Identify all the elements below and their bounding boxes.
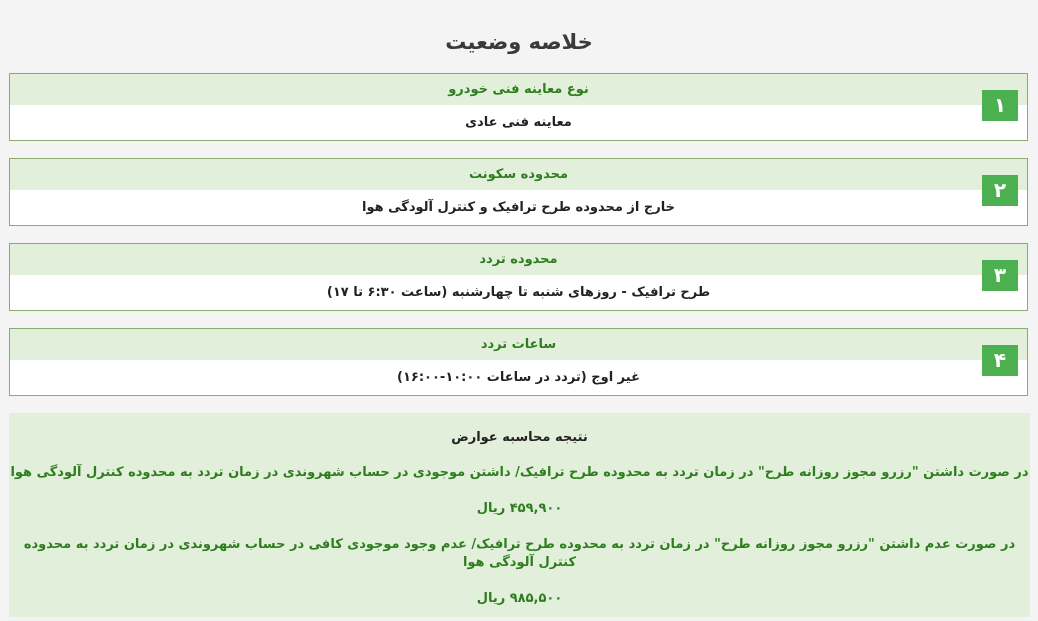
card-value: خارج از محدوده طرح ترافیک و کنترل آلودگی هوا <box>362 200 675 215</box>
amount-with-reservation: ۴۵۹,۹۰۰ ریال <box>476 501 563 516</box>
amount-without-reservation: ۹۸۵,۵۰۰ ریال <box>476 591 563 606</box>
card-label: نوع معاینه فنی خودرو <box>10 74 1027 105</box>
result-title: نتیجه محاسبه عوارض <box>451 430 588 445</box>
card-traffic-hours <box>9 328 1028 396</box>
case-with-reservation: در صورت داشتن "رزرو مجوز روزانه طرح" در زمان تردد به محدوده طرح ترافیک/ داشتن موجودی در حساب شهروندی در زمان تردد به محدوده کنترل آلودگی هوا <box>10 465 1029 480</box>
fee-result-panel <box>9 413 1030 617</box>
card-label: ساعات تردد <box>10 329 1027 360</box>
case-without-reservation: در صورت عدم داشتن "رزرو مجوز روزانه طرح" در زمان تردد به محدوده طرح ترافیک/ عدم وجود موجودی کافی در حساب شهروندی در زمان تردد به محدوده کنترل آلودگی هوا <box>23 537 1016 570</box>
card-inspection-type <box>9 73 1028 141</box>
card-label: محدوده تردد <box>10 244 1027 275</box>
page-title: خلاصه وضعیت <box>445 30 593 54</box>
step-number-badge: ۳ <box>982 260 1018 291</box>
card-value: معاینه فنی عادی <box>465 115 572 130</box>
card-value: غیر اوج (تردد در ساعات ۱۰:۰۰-۱۶:۰۰) <box>397 370 640 385</box>
step-number-badge: ۱ <box>982 90 1018 121</box>
card-traffic-zone <box>9 243 1028 311</box>
card-value: طرح ترافیک - روزهای شنبه تا چهارشنبه (ساعت ۶:۳۰ تا ۱۷) <box>326 285 711 300</box>
step-number-badge: ۴ <box>982 345 1018 376</box>
step-number-badge: ۲ <box>982 175 1018 206</box>
card-residence-zone <box>9 158 1028 226</box>
card-label: محدوده سکونت <box>10 159 1027 190</box>
